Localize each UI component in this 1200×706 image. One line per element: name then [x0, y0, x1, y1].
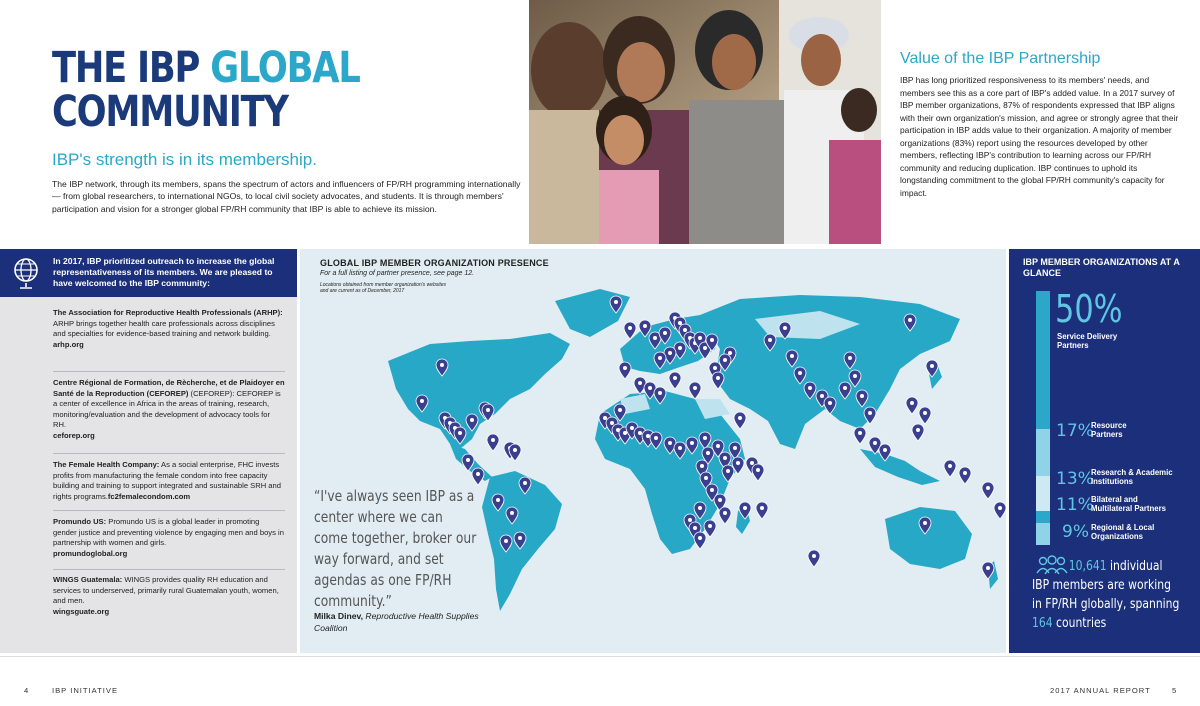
divider	[53, 569, 285, 570]
members-count: 10,641	[1068, 558, 1107, 574]
location-pin-dot	[646, 434, 650, 438]
org-description: WINGS provides quality RH education and services to underserved, primarily rural Guatemalan youth, women, and men.	[53, 575, 279, 606]
location-pin-dot	[738, 416, 742, 420]
stat-pct-bilateral: 11%	[1056, 495, 1094, 515]
org-name: Centre Régional de Formation, de Rècherche, et de Plaidoyer en Santé de la Reproduction (CEFOREP)	[53, 378, 285, 398]
org-name: The Female Health Company:	[53, 460, 160, 469]
location-pin-dot	[736, 461, 740, 465]
location-pin-icon	[487, 434, 499, 451]
location-pin-dot	[668, 441, 672, 445]
footer-divider	[0, 656, 1200, 657]
world-map-panel	[300, 249, 1006, 653]
location-pin-dot	[723, 511, 727, 515]
location-pin-dot	[476, 472, 480, 476]
title-part-2: GLOBAL	[210, 43, 360, 93]
org-url[interactable]: arhp.org	[53, 339, 84, 349]
location-pin-dot	[710, 488, 714, 492]
location-pin-dot	[963, 471, 967, 475]
landmass-north-america	[388, 333, 570, 449]
label-line: Institutions	[1091, 477, 1134, 486]
location-pin-dot	[466, 458, 470, 462]
location-pin-dot	[523, 481, 527, 485]
location-pin-dot	[654, 436, 658, 440]
location-pin-dot	[663, 331, 667, 335]
location-pin-dot	[458, 431, 462, 435]
location-pin-dot	[698, 536, 702, 540]
outreach-list	[0, 297, 297, 653]
label-line: Multilateral Partners	[1091, 504, 1166, 513]
location-pin-icon	[624, 322, 636, 339]
org-entry-fhc	[53, 460, 285, 502]
location-pin-dot	[858, 431, 862, 435]
location-pin-dot	[723, 358, 727, 362]
location-pin-dot	[808, 386, 812, 390]
stats-panel	[1009, 249, 1200, 653]
location-pin-dot	[783, 326, 787, 330]
location-pin-dot	[760, 506, 764, 510]
location-pin-dot	[518, 536, 522, 540]
location-pin-icon	[919, 407, 931, 424]
page-number-right: 5	[1172, 686, 1178, 695]
location-pin-icon	[906, 397, 918, 414]
location-pin-dot	[756, 468, 760, 472]
map-note: Locations obtained from member organization's websites and are current as of December, 2017	[320, 282, 447, 294]
stats-title: IBP MEMBER ORGANIZATIONS AT A GLANCE	[1023, 257, 1180, 278]
org-description: As a social enterprise, FHC invests profits from manufacturing the female condom into free capacity building and training to support integrated and sustainable SRH and rights programs.	[53, 460, 281, 501]
location-pin-dot	[883, 448, 887, 452]
label-line: Service Delivery	[1057, 332, 1118, 341]
stat-label-service-delivery	[1057, 332, 1117, 350]
label-line: Organizations	[1091, 532, 1143, 541]
location-pin-dot	[820, 394, 824, 398]
location-pin-dot	[630, 426, 634, 430]
divider	[53, 510, 285, 511]
org-name: WINGS Guatemala:	[53, 575, 123, 584]
location-pin-icon	[808, 550, 820, 567]
location-pin-dot	[812, 554, 816, 558]
location-pin-dot	[706, 451, 710, 455]
location-pin-dot	[718, 498, 722, 502]
org-description: ARHP brings together health care professionals across disciplines and specialties for evidence-based training and network building.	[53, 318, 275, 339]
stat-pct-regional: 9%	[1062, 522, 1089, 542]
org-name: Promundo US:	[53, 517, 107, 526]
location-pin-dot	[704, 476, 708, 480]
location-pin-dot	[440, 363, 444, 367]
location-pin-dot	[690, 441, 694, 445]
location-pin-dot	[843, 386, 847, 390]
location-pin-dot	[868, 411, 872, 415]
value-heading: Value of the IBP Partnership	[900, 50, 1101, 67]
location-pin-dot	[923, 521, 927, 525]
location-pin-dot	[700, 464, 704, 468]
footer-right-label: 2017 ANNUAL REPORT	[1050, 686, 1151, 695]
location-pin-icon	[472, 468, 484, 485]
location-pin-dot	[420, 399, 424, 403]
members-text: IBP members are working	[1032, 577, 1171, 593]
location-pin-dot	[638, 381, 642, 385]
location-pin-dot	[726, 469, 730, 473]
label-line: Bilateral and	[1091, 495, 1138, 504]
stat-pct-resource: 17%	[1056, 421, 1094, 441]
location-pin-dot	[713, 366, 717, 370]
location-pin-dot	[491, 438, 495, 442]
org-url[interactable]: fc2femalecondom.com	[107, 491, 191, 501]
location-pin-dot	[750, 461, 754, 465]
location-pin-dot	[873, 441, 877, 445]
location-pin-dot	[723, 456, 727, 460]
bar-resource	[1036, 429, 1050, 476]
org-url[interactable]: ceforep.org	[53, 430, 95, 440]
page-number-left: 4	[24, 686, 30, 695]
location-pin-dot	[693, 526, 697, 530]
location-pin-dot	[948, 464, 952, 468]
location-pin-dot	[653, 336, 657, 340]
stat-label-regional	[1091, 523, 1154, 541]
org-url[interactable]: promundoglobal.org	[53, 548, 128, 558]
org-entry-arhp	[53, 308, 285, 350]
location-pin-dot	[618, 408, 622, 412]
location-pin-dot	[638, 431, 642, 435]
community-photo	[529, 0, 881, 244]
map-title: GLOBAL IBP MEMBER ORGANIZATION PRESENCE	[320, 258, 549, 268]
members-summary	[1032, 557, 1200, 633]
globe-icon	[12, 257, 40, 291]
label-line: Partners	[1057, 341, 1089, 350]
org-entry-wings	[53, 575, 285, 617]
divider	[53, 371, 285, 372]
location-pin-dot	[716, 444, 720, 448]
members-text: individual	[1106, 558, 1163, 574]
location-pin-icon	[619, 362, 631, 379]
location-pin-dot	[908, 318, 912, 322]
location-pin-dot	[698, 336, 702, 340]
countries-count: 164	[1032, 615, 1053, 631]
intro-paragraph: The IBP network, through its members, spans the spectrum of actors and influencers of FP/RH programming internationally— from global researchers, to international NGOs, to local civil society advocates, and students. It is through members' participation and vision for a stronger global FP/RH community that IBP is able to achieve its mission.	[52, 179, 521, 214]
pull-quote: “I've always seen IBP as a center where we can come together, broker our way forward, and set agendas as one FP/RH community.”	[314, 487, 477, 610]
footer-left-label: IBP INITIATIVE	[52, 686, 119, 695]
location-pin-dot	[683, 328, 687, 332]
location-pin-dot	[668, 351, 672, 355]
location-pin-dot	[628, 326, 632, 330]
location-pin-dot	[916, 428, 920, 432]
location-pin-dot	[716, 376, 720, 380]
location-pin-dot	[733, 446, 737, 450]
outreach-heading: In 2017, IBP prioritized outreach to increase the global representativeness of its members. We are pleased to have welcomed to the IBP community:	[53, 256, 275, 288]
location-pin-icon	[959, 467, 971, 484]
value-paragraph: IBP has long prioritized responsiveness to its members' needs, and members see this as a core part of IBP's added value. In a 2017 survey of IBP member organizations, 87% of respondents expressed that IBP aligns with their own organization's mission, and agree or strongly agree that their participation in IBP adds value to their organization. A majority of member organizations (83%) report using the resources developed by other members, reflecting IBP's contribution to learning across our FP/RH community and reducing duplication. IBP continues to uphold its longstanding commitment to the global FP/RH community's capacity for impact.	[900, 75, 1179, 198]
org-url[interactable]: wingsguate.org	[53, 606, 110, 616]
bar-regional	[1036, 523, 1050, 545]
location-pin-dot	[790, 354, 794, 358]
org-description: Promundo US is a global leader in promoting gender justice and preventing violence by engaging men and boys in partnership with women and girls.	[53, 517, 284, 548]
label-line: Research & Academic	[1091, 468, 1173, 477]
location-pin-icon	[912, 424, 924, 441]
divider	[53, 453, 285, 454]
location-pin-dot	[496, 498, 500, 502]
location-pin-dot	[860, 394, 864, 398]
location-pin-icon	[756, 502, 768, 519]
landmass-australia	[885, 507, 972, 569]
location-pin-icon	[752, 464, 764, 481]
location-pin-dot	[510, 511, 514, 515]
stat-label-resource	[1091, 421, 1127, 439]
location-pin-dot	[614, 300, 618, 304]
quote-attribution	[314, 610, 484, 634]
label-line: Regional & Local	[1091, 523, 1155, 532]
members-text: in FP/RH globally, spanning	[1032, 596, 1180, 612]
location-pin-dot	[693, 386, 697, 390]
location-pin-icon	[719, 507, 731, 524]
label-line: Resource	[1091, 421, 1127, 430]
title-part-1: THE IBP	[52, 43, 211, 93]
location-pin-dot	[698, 506, 702, 510]
bar-service-delivery	[1036, 291, 1050, 429]
location-pin-dot	[673, 376, 677, 380]
location-pin-dot	[648, 386, 652, 390]
location-pin-icon	[704, 520, 716, 537]
location-pin-icon	[944, 460, 956, 477]
location-pin-dot	[986, 486, 990, 490]
location-pin-dot	[798, 371, 802, 375]
location-pin-dot	[688, 518, 692, 522]
location-pin-dot	[703, 436, 707, 440]
location-pin-dot	[998, 506, 1002, 510]
location-pin-dot	[728, 351, 732, 355]
quote-author: Milka Dinev,	[314, 611, 364, 621]
location-pin-icon	[854, 427, 866, 444]
bar-bilateral	[1036, 511, 1050, 523]
location-pin-dot	[743, 506, 747, 510]
location-pin-icon	[982, 482, 994, 499]
location-pin-dot	[768, 338, 772, 342]
location-pin-dot	[678, 346, 682, 350]
location-pin-dot	[848, 356, 852, 360]
location-pin-dot	[623, 366, 627, 370]
location-pin-dot	[470, 418, 474, 422]
map-subtitle: For a full listing of partner presence, see page 12.	[320, 270, 475, 277]
page-subtitle: IBP's strength is in its membership.	[52, 150, 317, 169]
page-title	[52, 43, 437, 137]
title-part-3: COMMUNITY	[52, 87, 288, 137]
location-pin-dot	[513, 448, 517, 452]
outreach-header	[0, 249, 297, 297]
stat-label-bilateral	[1091, 495, 1166, 513]
location-pin-dot	[703, 346, 707, 350]
location-pin-dot	[603, 416, 607, 420]
location-pin-icon	[994, 502, 1006, 519]
location-pin-icon	[734, 412, 746, 429]
org-name: The Association for Reproductive Health Professionals (ARHP):	[53, 308, 283, 317]
location-pin-dot	[930, 364, 934, 368]
org-description: (CEFOREP): CEFOREP is a center of excellence in Africa in the areas of training, research, monitoring/evaluation and the development of advocacy tools for RH.	[53, 388, 281, 430]
location-pin-dot	[710, 338, 714, 342]
quote-org: Reproductive Health Supplies Coalition	[314, 611, 479, 633]
location-pin-icon	[669, 372, 681, 389]
location-pin-dot	[923, 411, 927, 415]
location-pin-dot	[658, 391, 662, 395]
countries-text: countries	[1052, 615, 1107, 631]
location-pin-icon	[694, 532, 706, 549]
location-pin-dot	[708, 524, 712, 528]
stat-label-research	[1091, 468, 1173, 486]
stat-pct-research: 13%	[1056, 469, 1094, 489]
location-pin-dot	[853, 374, 857, 378]
location-pin-dot	[910, 401, 914, 405]
location-pin-dot	[643, 324, 647, 328]
label-line: Partners	[1091, 430, 1123, 439]
location-pin-dot	[610, 421, 614, 425]
location-pin-icon	[689, 382, 701, 399]
location-pin-dot	[678, 321, 682, 325]
stat-pct-service-delivery: 50%	[1055, 287, 1123, 331]
org-entry-promundo	[53, 517, 285, 559]
location-pin-dot	[658, 356, 662, 360]
location-pin-dot	[504, 539, 508, 543]
org-entry-ceforep	[53, 378, 285, 442]
location-pin-dot	[986, 566, 990, 570]
location-pin-dot	[678, 446, 682, 450]
location-pin-dot	[623, 431, 627, 435]
bar-research	[1036, 476, 1050, 511]
location-pin-dot	[486, 408, 490, 412]
location-pin-dot	[828, 401, 832, 405]
landmass-indonesia	[860, 449, 940, 485]
